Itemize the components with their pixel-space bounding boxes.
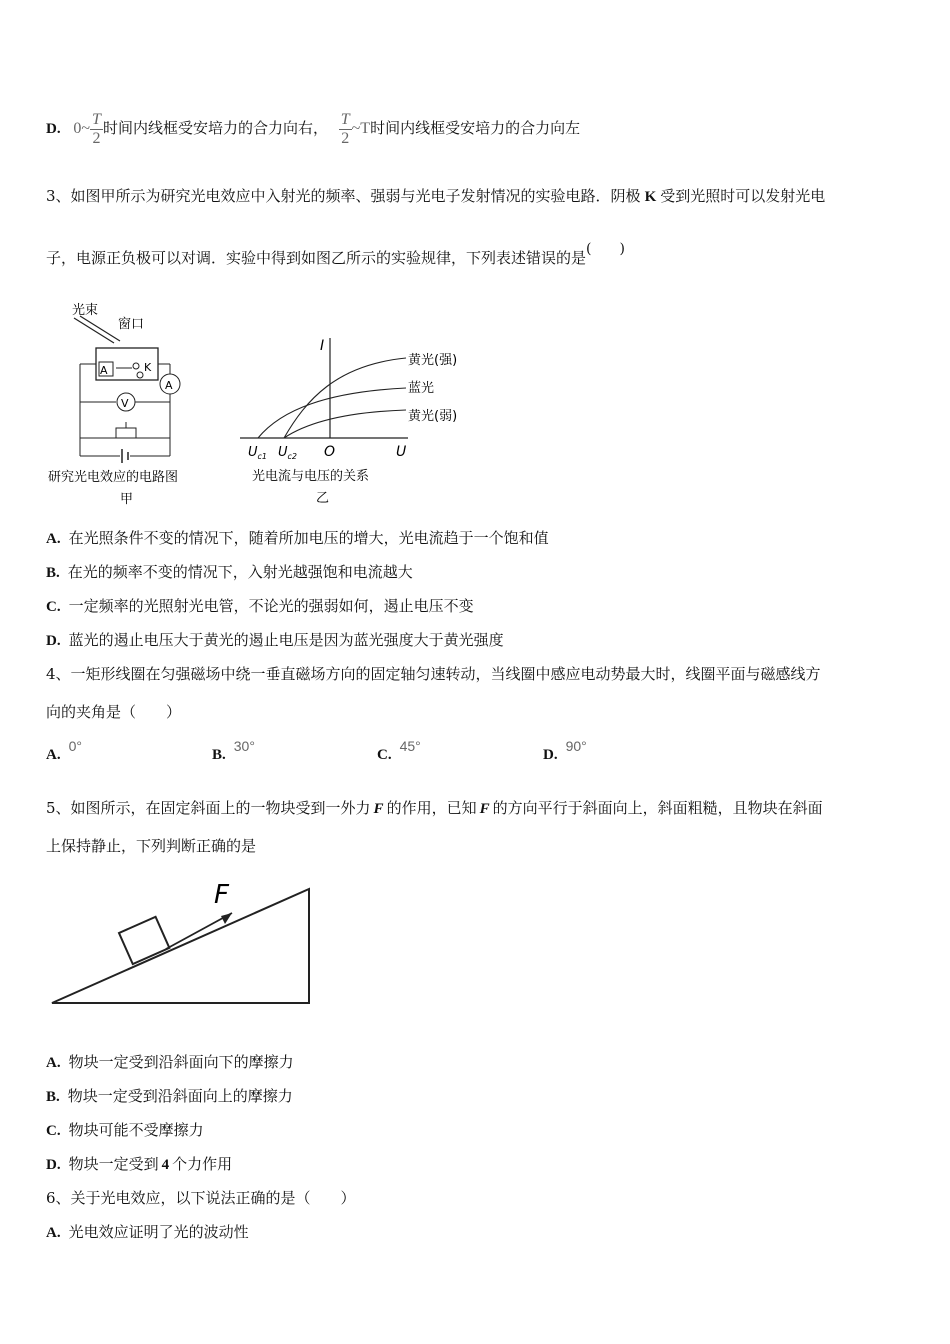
voltmeter-label: V [121, 397, 129, 410]
q4-option-d[interactable]: D.90° [543, 738, 587, 763]
window-label: 窗口 [118, 317, 145, 332]
uc1-label: $U_{c1}$ [248, 445, 268, 461]
q2d-text2: 时间内线框受安培力的合力向左 [370, 119, 581, 137]
option-label: D. [46, 121, 61, 137]
circuit-diagram [44, 298, 214, 510]
q5-stem-line1: 5、如图所示，在固定斜面上的一物块受到一外力 F 的作用，已知 F 的方向平行于斜面向上，斜面粗糙，且物块在斜面 [46, 799, 823, 817]
fraction-t-over-2: $\frac{T}{2}$ [340, 110, 350, 147]
force-label: F [214, 880, 229, 910]
q4-stem-line2: 向的夹角是（ ） [46, 703, 182, 721]
q6-option-a[interactable]: A. 光电效应证明了光的波动性 [46, 1223, 249, 1241]
q3-option-d[interactable]: D. 蓝光的遏止电压大于黄光的遏止电压是因为蓝光强度大于黄光强度 [46, 631, 504, 649]
q2d-text1: 时间内线框受安培力的合力向右， [102, 119, 328, 137]
circuit-sub-label: 甲 [120, 492, 134, 507]
curve-label-blue: 蓝光 [408, 381, 435, 396]
answer-paren: ( ) [586, 241, 625, 257]
q4-stem-line1: 4、一矩形线圈在匀强磁场中绕一垂直磁场方向的固定轴匀速转动，当线圈中感应电动势最大时，线圈平面与磁感线方 [46, 665, 821, 683]
curve-blue [258, 388, 406, 438]
graph-caption: 光电流与电压的关系 [252, 469, 370, 484]
beam-label: 光束 [72, 303, 99, 318]
ammeter-label: A [165, 379, 173, 392]
q4-option-c[interactable]: C.45° [377, 738, 421, 763]
curve-yellow-strong [284, 358, 406, 438]
cathode-label: K [144, 361, 152, 374]
anode-label: A [100, 364, 108, 377]
q2-option-d [46, 108, 580, 149]
circuit-caption: 研究光电效应的电路图 [48, 470, 179, 485]
u-axis-label: U [396, 444, 407, 460]
q3-stem-line1: 3、如图甲所示为研究光电效应中入射光的频率、强弱与光电子发射情况的实验电路．阴极 K 受到光照时可以发射光电 [46, 187, 826, 205]
i-axis-label: I [320, 338, 325, 354]
curve-label-yellow-weak: 黄光(弱) [408, 409, 458, 424]
uc2-label: $U_{c2}$ [278, 445, 298, 461]
q3-option-c[interactable]: C. 一定频率的光照射光电管，不论光的强弱如何，遏止电压不变 [46, 597, 474, 615]
math-range-end: ~T [351, 120, 371, 137]
q3-option-a[interactable]: A. 在光照条件不变的情况下，随着所加电压的增大，光电流趋于一个饱和值 [46, 529, 549, 547]
curve-label-yellow-strong: 黄光(强) [408, 353, 458, 368]
q3-stem-line2: 子，电源正负极可以对调．实验中得到如图乙所示的实验规律，下列表述错误的是( ) [46, 241, 625, 267]
q4-option-a[interactable]: A.0° [46, 738, 82, 763]
iv-graph [236, 330, 476, 510]
incline-diagram [46, 875, 316, 1010]
origin-label: O [324, 444, 336, 460]
q6-stem: 6、关于光电效应，以下说法正确的是（ ） [46, 1189, 356, 1207]
q5-option-a[interactable]: A. 物块一定受到沿斜面向下的摩擦力 [46, 1053, 294, 1071]
curve-yellow-weak [284, 410, 406, 438]
fraction-t-over-2: $\frac{T}{2}$ [92, 110, 101, 147]
q5-stem-line2: 上保持静止，下列判断正确的是 [46, 837, 257, 855]
q5-option-b[interactable]: B. 物块一定受到沿斜面向上的摩擦力 [46, 1087, 293, 1105]
q3-option-b[interactable]: B. 在光的频率不变的情况下，入射光越强饱和电流越大 [46, 563, 413, 581]
q4-option-b[interactable]: B.30° [212, 738, 255, 763]
q5-option-d[interactable]: D. 物块一定受到 4 个力作用 [46, 1155, 233, 1173]
math-range-start: 0~ [73, 120, 91, 137]
graph-sub-label: 乙 [316, 491, 330, 506]
q5-option-c[interactable]: C. 物块可能不受摩擦力 [46, 1121, 204, 1139]
